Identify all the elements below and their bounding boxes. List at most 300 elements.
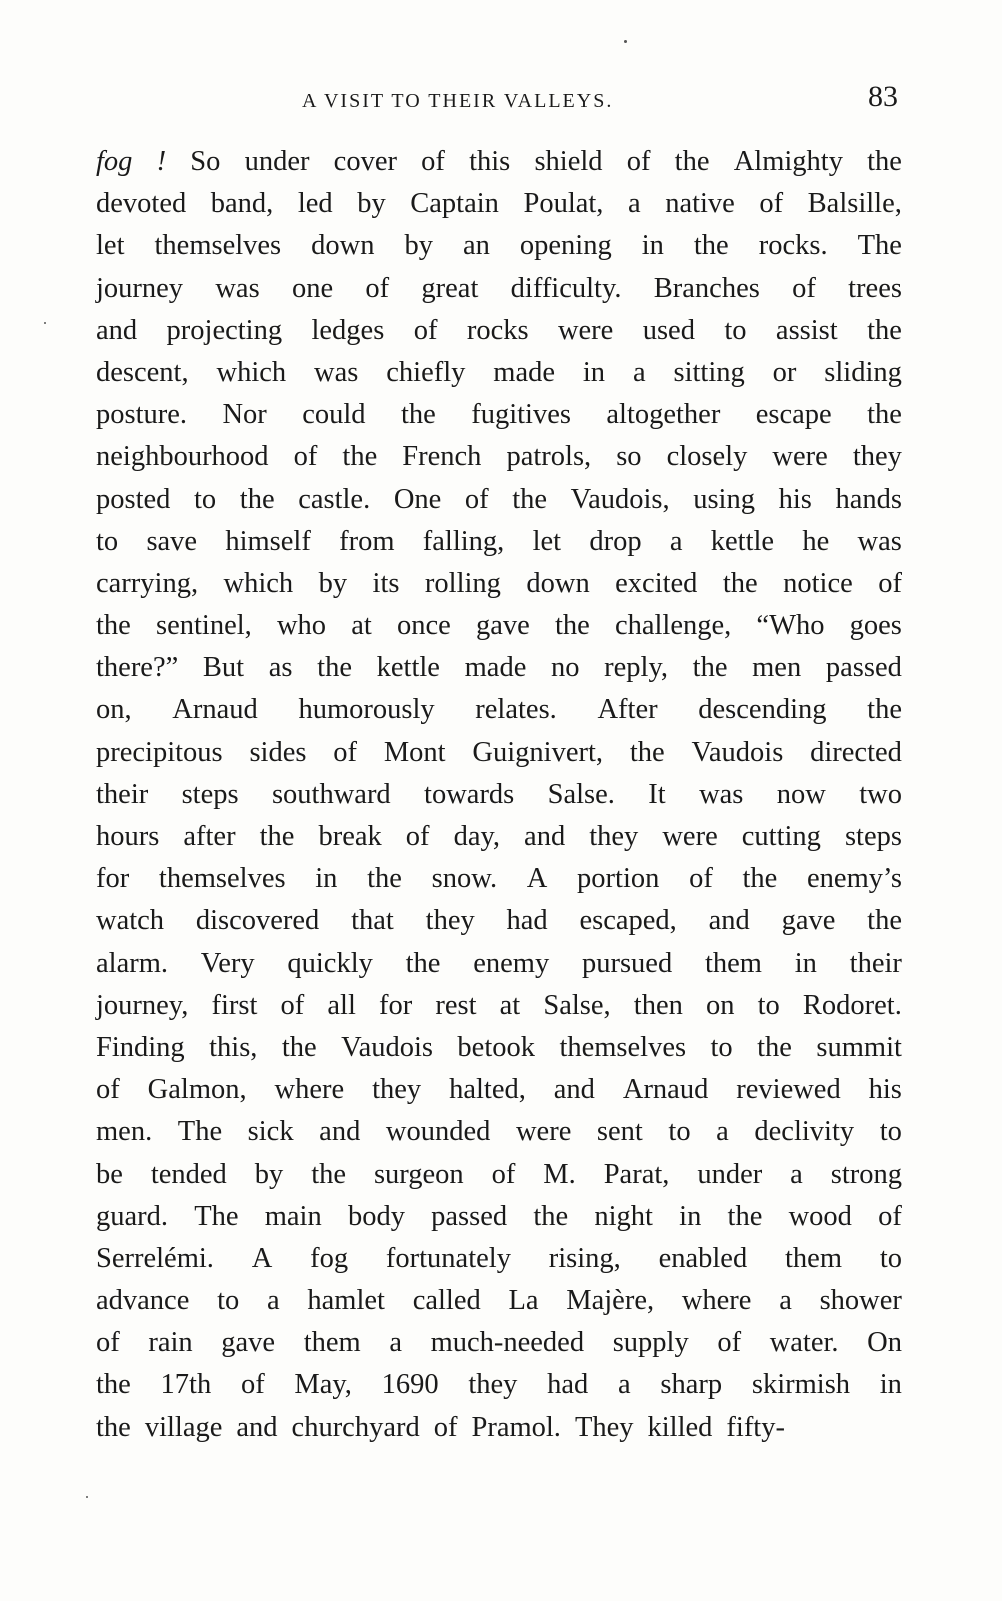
- word: body: [347, 1200, 405, 1232]
- word: to: [879, 1242, 902, 1274]
- word: steps: [181, 778, 239, 810]
- word: where: [681, 1285, 752, 1317]
- word: for: [379, 989, 413, 1021]
- word: the: [311, 1158, 347, 1190]
- word: alarm.: [96, 947, 169, 979]
- word: fifty-: [726, 1411, 785, 1443]
- word: relates.: [475, 694, 557, 726]
- word: of: [96, 1327, 120, 1359]
- text-line: [96, 1196, 902, 1238]
- word: of: [878, 1200, 902, 1232]
- print-speck: [44, 322, 46, 324]
- word: the: [405, 947, 441, 979]
- word: and: [96, 314, 138, 346]
- word: of: [759, 188, 784, 220]
- word: them: [704, 947, 762, 979]
- word: 1690: [381, 1369, 439, 1401]
- word: Guignivert,: [472, 736, 604, 768]
- word: Branches: [653, 272, 760, 304]
- word: of: [333, 736, 358, 768]
- word: churchyard: [291, 1411, 420, 1443]
- word: Salse.: [547, 778, 615, 810]
- text-line: [96, 774, 902, 816]
- word: carrying,: [96, 567, 199, 599]
- word: this,: [209, 1031, 258, 1063]
- word: at: [351, 610, 372, 642]
- word: they: [589, 821, 639, 852]
- word: the: [693, 230, 729, 262]
- word: The: [857, 230, 902, 262]
- text-line: [96, 1154, 902, 1196]
- word: Captain: [410, 188, 499, 220]
- word: enemy: [473, 947, 550, 979]
- word: posted: [96, 483, 171, 515]
- print-speck: [624, 40, 627, 43]
- word: portion: [577, 863, 660, 895]
- word: they: [372, 1074, 422, 1106]
- word: break: [318, 821, 382, 852]
- word: and: [524, 821, 566, 852]
- word: Majère,: [566, 1285, 655, 1317]
- word: which: [223, 567, 294, 599]
- word: a: [627, 188, 641, 220]
- text-line: [96, 268, 902, 310]
- word: chiefly: [386, 356, 466, 388]
- word: Almighty: [733, 146, 843, 177]
- word: A: [251, 1242, 273, 1274]
- word: a: [779, 1285, 792, 1317]
- word: shield: [534, 146, 603, 177]
- word: neighbourhood: [96, 441, 269, 473]
- word: men.: [96, 1116, 153, 1148]
- word: was: [215, 272, 260, 304]
- word: two: [859, 778, 902, 810]
- word: after: [183, 821, 236, 852]
- word: patrols,: [506, 441, 592, 473]
- text-line: [96, 985, 902, 1027]
- word: Rodoret.: [802, 989, 902, 1021]
- word: the: [554, 610, 590, 642]
- word: 17th: [160, 1369, 212, 1401]
- word: summit: [816, 1031, 902, 1063]
- word: of: [365, 272, 390, 304]
- word: descending: [698, 694, 827, 726]
- word: shower: [819, 1285, 902, 1317]
- word: there?”: [96, 652, 179, 684]
- word: May,: [294, 1369, 352, 1401]
- word: was: [314, 356, 359, 388]
- text-line: [96, 605, 902, 647]
- word: water.: [769, 1327, 839, 1359]
- word: sick: [247, 1116, 294, 1148]
- word: made: [464, 652, 527, 684]
- word: a: [716, 1116, 729, 1148]
- word: be: [96, 1158, 123, 1190]
- word: had: [547, 1369, 589, 1401]
- word: The: [177, 1116, 223, 1148]
- word: Mont: [383, 736, 446, 768]
- word: save: [146, 525, 198, 557]
- word: now: [776, 778, 826, 810]
- word: used: [642, 314, 695, 346]
- word: themselves: [158, 863, 286, 895]
- word: watch: [96, 905, 165, 937]
- text-line: [96, 1364, 902, 1406]
- text-line: [96, 352, 902, 394]
- word: them: [785, 1242, 843, 1274]
- word: as: [268, 652, 293, 684]
- word: cover: [333, 146, 397, 177]
- word: fog: [96, 146, 133, 177]
- text-line: [96, 900, 902, 942]
- word: enemy’s: [807, 863, 902, 895]
- text-line: [96, 689, 902, 731]
- running-head: [96, 80, 902, 120]
- word: the: [367, 863, 402, 895]
- word: on,: [96, 694, 132, 726]
- word: killed: [647, 1411, 713, 1443]
- word: La: [508, 1285, 539, 1317]
- word: of: [293, 441, 318, 473]
- word: gave: [475, 610, 530, 642]
- word: to: [724, 314, 747, 346]
- word: band,: [210, 188, 274, 220]
- print-speck: [86, 1496, 88, 1498]
- word: snow.: [431, 863, 498, 895]
- word: wounded: [385, 1116, 491, 1148]
- word: was: [699, 778, 744, 810]
- word: the: [692, 652, 728, 684]
- word: wood: [788, 1200, 852, 1232]
- word: betook: [457, 1031, 535, 1063]
- word: the: [96, 610, 131, 642]
- word: where: [274, 1074, 345, 1106]
- word: in: [794, 947, 817, 979]
- word: was: [857, 525, 902, 557]
- word: and: [708, 905, 750, 937]
- word: had: [506, 905, 548, 937]
- word: precipitous: [96, 736, 223, 768]
- text-line: [96, 858, 902, 900]
- word: Balsille,: [807, 188, 902, 220]
- word: rest: [435, 989, 477, 1021]
- word: for: [96, 863, 130, 895]
- word: to: [710, 1031, 733, 1063]
- word: one: [291, 272, 334, 304]
- word: in: [879, 1369, 902, 1401]
- text-line: [96, 225, 902, 267]
- word: drop: [589, 525, 642, 557]
- word: village: [144, 1411, 223, 1443]
- word: But: [202, 652, 245, 684]
- text-line: [96, 479, 902, 521]
- word: night: [594, 1200, 653, 1232]
- text-line: [96, 943, 902, 985]
- word: themselves: [154, 230, 282, 262]
- word: sides: [249, 736, 307, 768]
- word: gave: [781, 905, 836, 937]
- word: his: [868, 1074, 902, 1106]
- word: in: [315, 863, 338, 895]
- word: sitting: [673, 356, 745, 388]
- word: led: [297, 188, 333, 220]
- word: main: [264, 1200, 322, 1232]
- word: Serrelémi.: [96, 1242, 214, 1274]
- word: challenge,: [614, 610, 732, 642]
- word: were: [662, 821, 718, 852]
- word: Galmon,: [147, 1074, 247, 1106]
- word: So: [190, 146, 221, 177]
- word: of: [878, 567, 902, 599]
- word: Salse,: [543, 989, 611, 1021]
- word: a: [632, 356, 646, 388]
- word: a: [790, 1158, 803, 1190]
- word: tended: [150, 1158, 227, 1190]
- word: They: [574, 1411, 634, 1443]
- word: the: [96, 1411, 131, 1443]
- word: and: [553, 1074, 595, 1106]
- word: journey: [96, 272, 184, 304]
- word: in: [679, 1200, 702, 1232]
- word: devoted: [96, 188, 187, 220]
- word: humorously: [298, 694, 435, 726]
- text-line: [96, 394, 902, 436]
- text-line: [96, 647, 902, 689]
- word: hours: [96, 821, 160, 852]
- word: castle.: [298, 483, 371, 515]
- running-title: A VISIT TO THEIR VALLEYS.: [302, 90, 614, 112]
- word: the: [674, 146, 710, 177]
- body-text: [96, 141, 902, 1449]
- word: On: [867, 1327, 902, 1359]
- word: were: [515, 1116, 572, 1148]
- word: under: [244, 146, 310, 177]
- word: of: [280, 989, 305, 1021]
- word: of: [626, 146, 651, 177]
- text-line: [96, 436, 902, 478]
- word: discovered: [195, 905, 320, 937]
- word: halted,: [449, 1074, 526, 1106]
- text-line: [96, 816, 902, 858]
- word: great: [421, 272, 479, 304]
- word: and: [319, 1116, 361, 1148]
- word: the: [867, 399, 902, 431]
- word: to: [668, 1116, 691, 1148]
- word: of: [405, 821, 430, 852]
- text-line: [96, 183, 902, 225]
- word: by: [254, 1158, 284, 1190]
- word: they: [852, 441, 902, 473]
- word: the: [742, 863, 778, 895]
- word: Vaudois: [691, 736, 784, 768]
- word: made: [493, 356, 555, 388]
- word: they: [425, 905, 475, 937]
- text-line: [96, 141, 902, 183]
- word: the: [512, 483, 548, 515]
- word: the: [259, 821, 295, 852]
- word: let: [532, 525, 562, 557]
- word: by: [357, 188, 386, 220]
- word: were: [772, 441, 828, 473]
- word: this: [469, 146, 511, 177]
- word: the: [239, 483, 275, 515]
- word: an: [462, 230, 490, 262]
- word: escape: [755, 399, 832, 431]
- text-line: [96, 521, 902, 563]
- word: of: [421, 146, 445, 177]
- word: men: [752, 652, 802, 684]
- word: quickly: [287, 947, 373, 979]
- word: goes: [849, 610, 902, 642]
- word: projecting: [166, 314, 283, 346]
- word: the: [96, 1369, 131, 1401]
- word: his: [778, 483, 812, 515]
- word: southward: [271, 778, 391, 810]
- word: to: [194, 483, 217, 515]
- word: the: [400, 399, 436, 431]
- word: altogether: [606, 399, 721, 431]
- word: strong: [830, 1158, 902, 1190]
- word: their: [849, 947, 902, 979]
- word: under: [697, 1158, 763, 1190]
- word: pursued: [581, 947, 673, 979]
- word: towards: [424, 778, 515, 810]
- word: Vaudois: [341, 1031, 433, 1063]
- word: kettle: [710, 525, 775, 557]
- word: M.: [543, 1158, 576, 1190]
- word: he: [802, 525, 830, 557]
- word: fog: [310, 1242, 349, 1274]
- word: Parat,: [603, 1158, 670, 1190]
- word: fugitives: [471, 399, 571, 431]
- word: supply: [612, 1327, 689, 1359]
- word: !: [156, 146, 167, 177]
- word: The: [194, 1200, 239, 1232]
- text-line: [96, 310, 902, 352]
- word: of: [413, 314, 438, 346]
- word: on: [705, 989, 735, 1021]
- word: Arnaud: [622, 1074, 709, 1106]
- word: of: [464, 483, 489, 515]
- word: After: [597, 694, 658, 726]
- word: first: [211, 989, 258, 1021]
- word: passed: [825, 652, 902, 684]
- text-line: [96, 1238, 902, 1280]
- word: its: [372, 567, 400, 599]
- word: could: [302, 399, 366, 431]
- word: passed: [431, 1200, 508, 1232]
- word: rain: [148, 1327, 193, 1359]
- word: a: [267, 1285, 280, 1317]
- word: assist: [775, 314, 838, 346]
- word: steps: [844, 821, 902, 852]
- word: that: [351, 905, 394, 937]
- word: or: [772, 356, 797, 388]
- word: sharp: [660, 1369, 723, 1401]
- word: a: [389, 1327, 402, 1359]
- word: day,: [453, 821, 501, 852]
- word: all: [327, 989, 356, 1021]
- word: difficulty.: [510, 272, 622, 304]
- word: escaped,: [579, 905, 677, 937]
- word: cutting: [741, 821, 821, 852]
- word: descent,: [96, 356, 189, 388]
- word: the: [533, 1200, 569, 1232]
- text-line: [96, 563, 902, 605]
- text-line: [96, 732, 902, 774]
- word: opening: [519, 230, 612, 262]
- word: reviewed: [736, 1074, 841, 1106]
- word: to: [96, 525, 119, 557]
- word: Nor: [222, 399, 267, 431]
- word: Finding: [96, 1031, 185, 1063]
- word: advance: [96, 1285, 190, 1317]
- word: the: [342, 441, 378, 473]
- word: the: [867, 905, 902, 937]
- word: rising,: [548, 1242, 621, 1274]
- word: declivity: [754, 1116, 855, 1148]
- word: themselves: [559, 1031, 687, 1063]
- word: the: [867, 314, 902, 346]
- word: surgeon: [373, 1158, 464, 1190]
- word: Very: [200, 947, 255, 979]
- text-line: [96, 1111, 902, 1153]
- word: down: [526, 567, 590, 599]
- word: by: [318, 567, 348, 599]
- word: of: [433, 1411, 458, 1443]
- word: they: [468, 1369, 518, 1401]
- word: skirmish: [751, 1369, 851, 1401]
- text-line: [96, 1322, 902, 1364]
- word: notice: [783, 567, 853, 599]
- word: called: [412, 1285, 481, 1317]
- word: directed: [810, 736, 902, 768]
- text-line: [96, 1027, 902, 1069]
- word: of: [717, 1327, 742, 1359]
- word: of: [96, 1074, 120, 1106]
- word: falling,: [422, 525, 505, 557]
- word: Poulat,: [523, 188, 604, 220]
- word: the: [317, 652, 352, 684]
- word: “Who: [756, 610, 825, 642]
- word: fortunately: [385, 1242, 511, 1274]
- word: rocks: [466, 314, 529, 346]
- text-line: [96, 1280, 902, 1322]
- word: at: [499, 989, 521, 1021]
- word: of: [792, 272, 816, 304]
- word: It: [648, 778, 666, 810]
- text-line: [96, 1407, 902, 1449]
- word: Vaudois,: [570, 483, 670, 515]
- word: trees: [848, 272, 902, 304]
- word: their: [96, 778, 149, 810]
- word: the: [281, 1031, 317, 1063]
- word: who: [276, 610, 327, 642]
- word: a: [669, 525, 683, 557]
- word: a: [618, 1369, 631, 1401]
- word: the: [722, 567, 758, 599]
- word: the: [867, 694, 902, 726]
- word: the: [629, 736, 665, 768]
- word: rocks.: [758, 230, 828, 262]
- word: by: [404, 230, 433, 262]
- word: hands: [835, 483, 902, 515]
- word: himself: [225, 525, 311, 557]
- word: using: [693, 483, 755, 515]
- word: Pramol.: [471, 1411, 561, 1443]
- word: closely: [666, 441, 748, 473]
- word: French: [402, 441, 482, 473]
